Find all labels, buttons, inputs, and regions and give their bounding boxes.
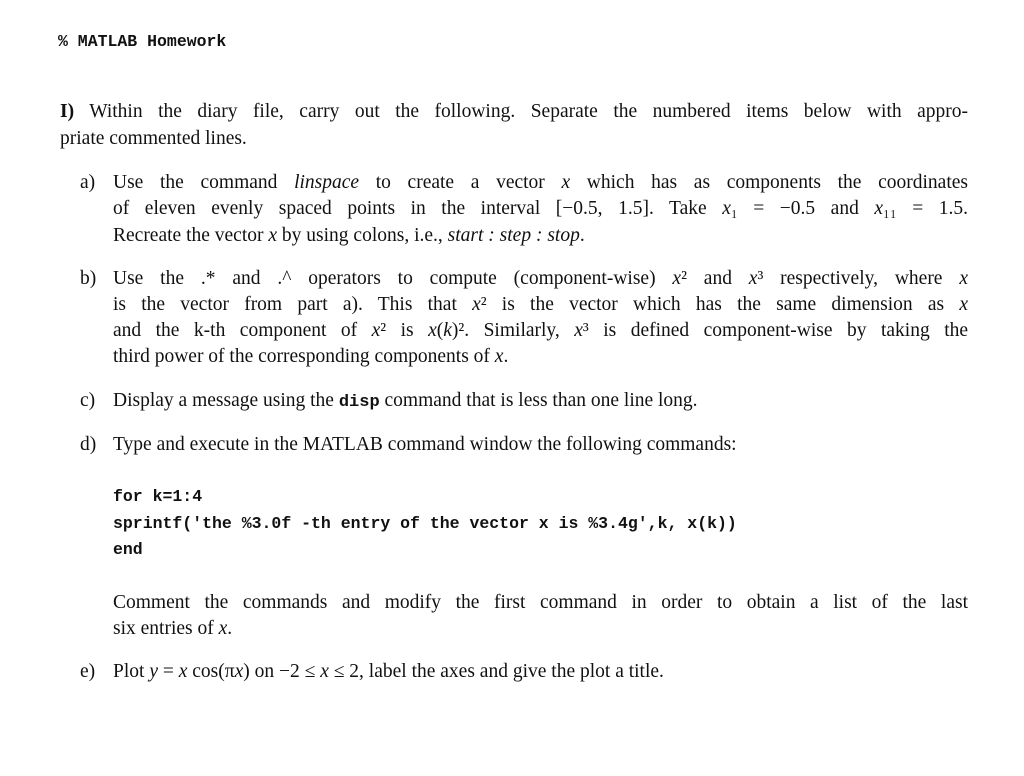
text-segment: to create a vector [359, 172, 562, 193]
text-segment: ² is the vector which has the same dimension as [480, 294, 960, 315]
math-italic: x [234, 661, 244, 682]
text-segment: . [227, 618, 233, 639]
text-segment: ² is [380, 320, 429, 341]
text-segment: . [579, 225, 585, 246]
math-italic: x [672, 268, 682, 289]
text-segment: . [503, 346, 509, 367]
math-italic: x [178, 661, 188, 682]
math-italic: x [268, 225, 278, 246]
math-italic: x [874, 198, 884, 219]
text-line-b-1 [113, 267, 968, 291]
text-line-a-1 [113, 171, 968, 195]
math-italic: x [320, 661, 329, 682]
text-segment: priate commented lines. [60, 128, 247, 149]
math-italic: x [371, 320, 381, 341]
text-segment: command that is less than one line long. [379, 390, 698, 411]
text-segment: Display a message using the [113, 390, 339, 411]
math-italic: x [472, 294, 481, 315]
document-title: % MATLAB Homework [58, 32, 227, 51]
math-italic: x [428, 320, 437, 341]
text-line-b-3 [113, 319, 968, 343]
math-italic: linspace [294, 172, 360, 193]
text-line-d-label [80, 433, 96, 457]
text-segment: ³ respectively, where [757, 268, 960, 289]
text-segment: ₁ = −0.5 and [730, 198, 875, 219]
text-segment: Use the .* and .^ operators to compute (component-wise) [113, 268, 673, 289]
text-line-a-3 [113, 224, 585, 248]
math-italic: start : step : stop [447, 225, 580, 246]
math-italic: x [959, 294, 968, 315]
text-segment: a) [80, 172, 96, 193]
text-segment: )². Similarly, [451, 320, 575, 341]
text-segment: ( [436, 320, 444, 341]
text-line-d-1 [113, 433, 737, 457]
inline-code: disp [338, 393, 380, 412]
math-italic: x [218, 618, 228, 639]
text-segment: Use the command [113, 172, 295, 193]
text-segment: = [157, 661, 179, 682]
text-segment: ≤ 2, label the axes and give the plot a title. [328, 661, 664, 682]
text-segment: ₁₁ = 1.5. [883, 198, 968, 219]
text-line-a-2 [113, 197, 968, 221]
math-italic: k [443, 320, 452, 341]
math-italic: x [561, 172, 571, 193]
text-line-e-1 [113, 660, 664, 684]
text-segment: b) [80, 268, 97, 289]
math-italic: x [748, 268, 758, 289]
text-segment: Within the diary file, carry out the following. Separate the numbered items below with appro- [74, 101, 968, 122]
text-line-d-2 [113, 591, 968, 615]
text-line-c-1 [113, 389, 698, 415]
text-segment: and the k-th component of [113, 320, 372, 341]
math-italic: x [574, 320, 583, 341]
text-line-intro-2 [60, 127, 247, 151]
text-line-b-4 [113, 345, 508, 369]
text-line-b-2 [113, 293, 968, 317]
text-segment: I) [60, 101, 75, 122]
text-line-d-3 [113, 617, 232, 641]
text-segment: c) [80, 390, 96, 411]
text-segment: ² and [681, 268, 749, 289]
math-italic: y [149, 661, 158, 682]
text-segment: is the vector from part a). This that [113, 294, 473, 315]
text-segment: ) on −2 ≤ [243, 661, 321, 682]
text-segment: Plot [113, 661, 150, 682]
code-line: sprintf('the %3.0f -th entry of the vector x is %3.4g',k, x(k)) [113, 514, 737, 533]
math-italic: x [722, 198, 731, 219]
text-segment: ³ is defined component-wise by taking the [582, 320, 969, 341]
text-segment: cos(π [187, 661, 235, 682]
text-segment: six entries of [113, 618, 219, 639]
text-segment: Comment the commands and modify the first command in order to obtain a list of the last [113, 592, 968, 613]
text-line-a-label [80, 171, 95, 195]
text-segment: by using colons, i.e., [277, 225, 448, 246]
text-segment: d) [80, 434, 97, 455]
text-line-intro-1 [60, 100, 968, 124]
text-segment: which has as components the coordinates [570, 172, 968, 193]
text-line-e-label [80, 660, 95, 684]
text-segment: Recreate the vector [113, 225, 269, 246]
text-segment: e) [80, 661, 96, 682]
math-italic: x [494, 346, 504, 367]
text-line-b-label [80, 267, 96, 291]
text-line-c-label [80, 389, 95, 413]
text-segment: of eleven evenly spaced points in the interval [−0.5, 1.5]. Take [113, 198, 723, 219]
code-line: end [113, 540, 143, 559]
text-segment: third power of the corresponding components of [113, 346, 495, 367]
text-segment: Type and execute in the MATLAB command window the following commands: [113, 434, 737, 455]
code-line: for k=1:4 [113, 487, 203, 506]
math-italic: x [959, 268, 968, 289]
